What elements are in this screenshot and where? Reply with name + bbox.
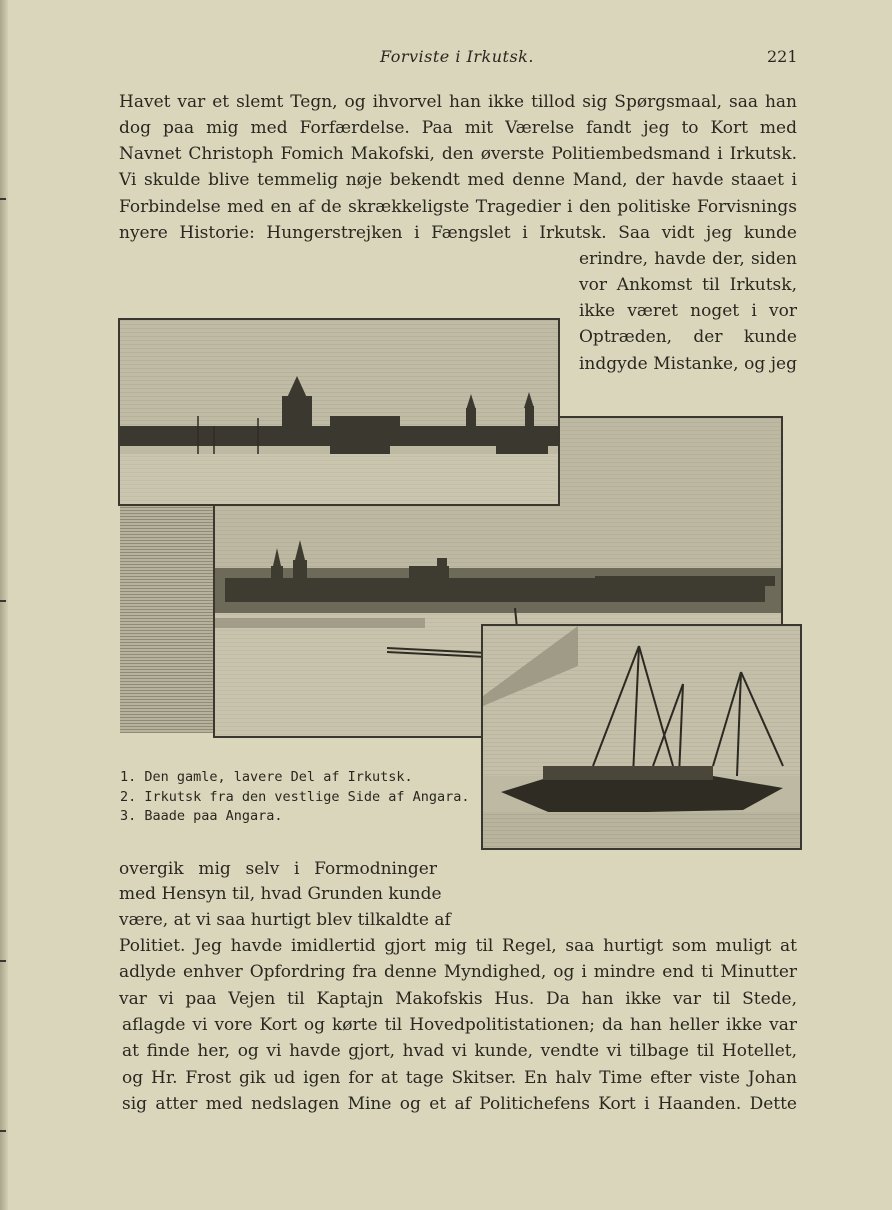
text-line: nyere Historie: Hungerstrejken i Fængslet i Irkutsk. Saa vidt jeg kunde bbox=[119, 223, 797, 243]
margin-mark bbox=[0, 960, 6, 962]
text-line: sig atter med nedslagen Mine og et af Politichefens Kort i Haanden. Dette bbox=[122, 1094, 797, 1114]
text-line: ikke været noget i vor bbox=[579, 301, 797, 321]
text-line: at finde her, og vi havde gjort, hvad vi kunde, vendte vi tilbage til Hotellet, bbox=[122, 1041, 797, 1061]
text-line: være, at vi saa hurtigt blev tilkaldte af bbox=[119, 910, 451, 930]
text-line: overgik mig selv i Formodninger bbox=[119, 859, 437, 879]
text-line: Vi skulde blive temmelig nøje bekendt med denne Mand, der havde staaet i bbox=[119, 170, 797, 190]
text-line: var vi paa Vejen til Kaptajn Makofskis Hus. Da han ikke var til Stede, bbox=[119, 989, 797, 1009]
text-line: Politiet. Jeg havde imidlertid gjort mig til Regel, saa hurtigt som muligt at bbox=[119, 936, 797, 956]
text-line: adlyde enhver Opfordring fra denne Myndighed, og i mindre end ti Minutter bbox=[119, 962, 797, 982]
text-line: erindre, havde der, siden bbox=[579, 249, 797, 269]
page-number: 221 bbox=[767, 47, 798, 66]
page-edge bbox=[0, 0, 8, 1210]
text-line: indgyde Mistanke, og jeg bbox=[579, 354, 797, 374]
text-line: Havet var et slemt Tegn, og ihvorvel han ikke tillod sig Spørgsmaal, saa han bbox=[119, 92, 797, 112]
text-line: Forbindelse med en af de skrækkeligste Tragedier i den politiske Forvisnings bbox=[119, 197, 797, 217]
figure-caption: 2. Irkutsk fra den vestlige Side af Angara. bbox=[120, 789, 470, 805]
text-line: aflagde vi vore Kort og kørte til Hovedpolitistationen; da han heller ikke var bbox=[122, 1015, 797, 1035]
text-line: vor Ankomst til Irkutsk, bbox=[579, 275, 797, 295]
text-line: med Hensyn til, hvad Grunden kunde bbox=[119, 884, 442, 904]
figure-caption: 3. Baade paa Angara. bbox=[120, 808, 283, 824]
text-line: og Hr. Frost gik ud igen for at tage Skitser. En halv Time efter viste Johan bbox=[122, 1068, 797, 1088]
margin-mark bbox=[0, 600, 6, 602]
figure-caption: 1. Den gamle, lavere Del af Irkutsk. bbox=[120, 769, 413, 785]
text-line: Optræden, der kunde bbox=[579, 327, 797, 347]
text-line: dog paa mig med Forfærdelse. Paa mit Værelse fandt jeg to Kort med bbox=[119, 118, 797, 138]
running-header: Forviste i Irkutsk. bbox=[380, 47, 534, 66]
margin-mark bbox=[0, 1130, 6, 1132]
margin-mark bbox=[0, 198, 6, 200]
text-line: Navnet Christoph Fomich Makofski, den øverste Politiembedsmand i Irkutsk. bbox=[119, 144, 797, 164]
illustration-old-irkutsk bbox=[118, 318, 560, 506]
shaded-panel bbox=[120, 504, 213, 733]
illustration-boats-angara bbox=[481, 624, 802, 850]
